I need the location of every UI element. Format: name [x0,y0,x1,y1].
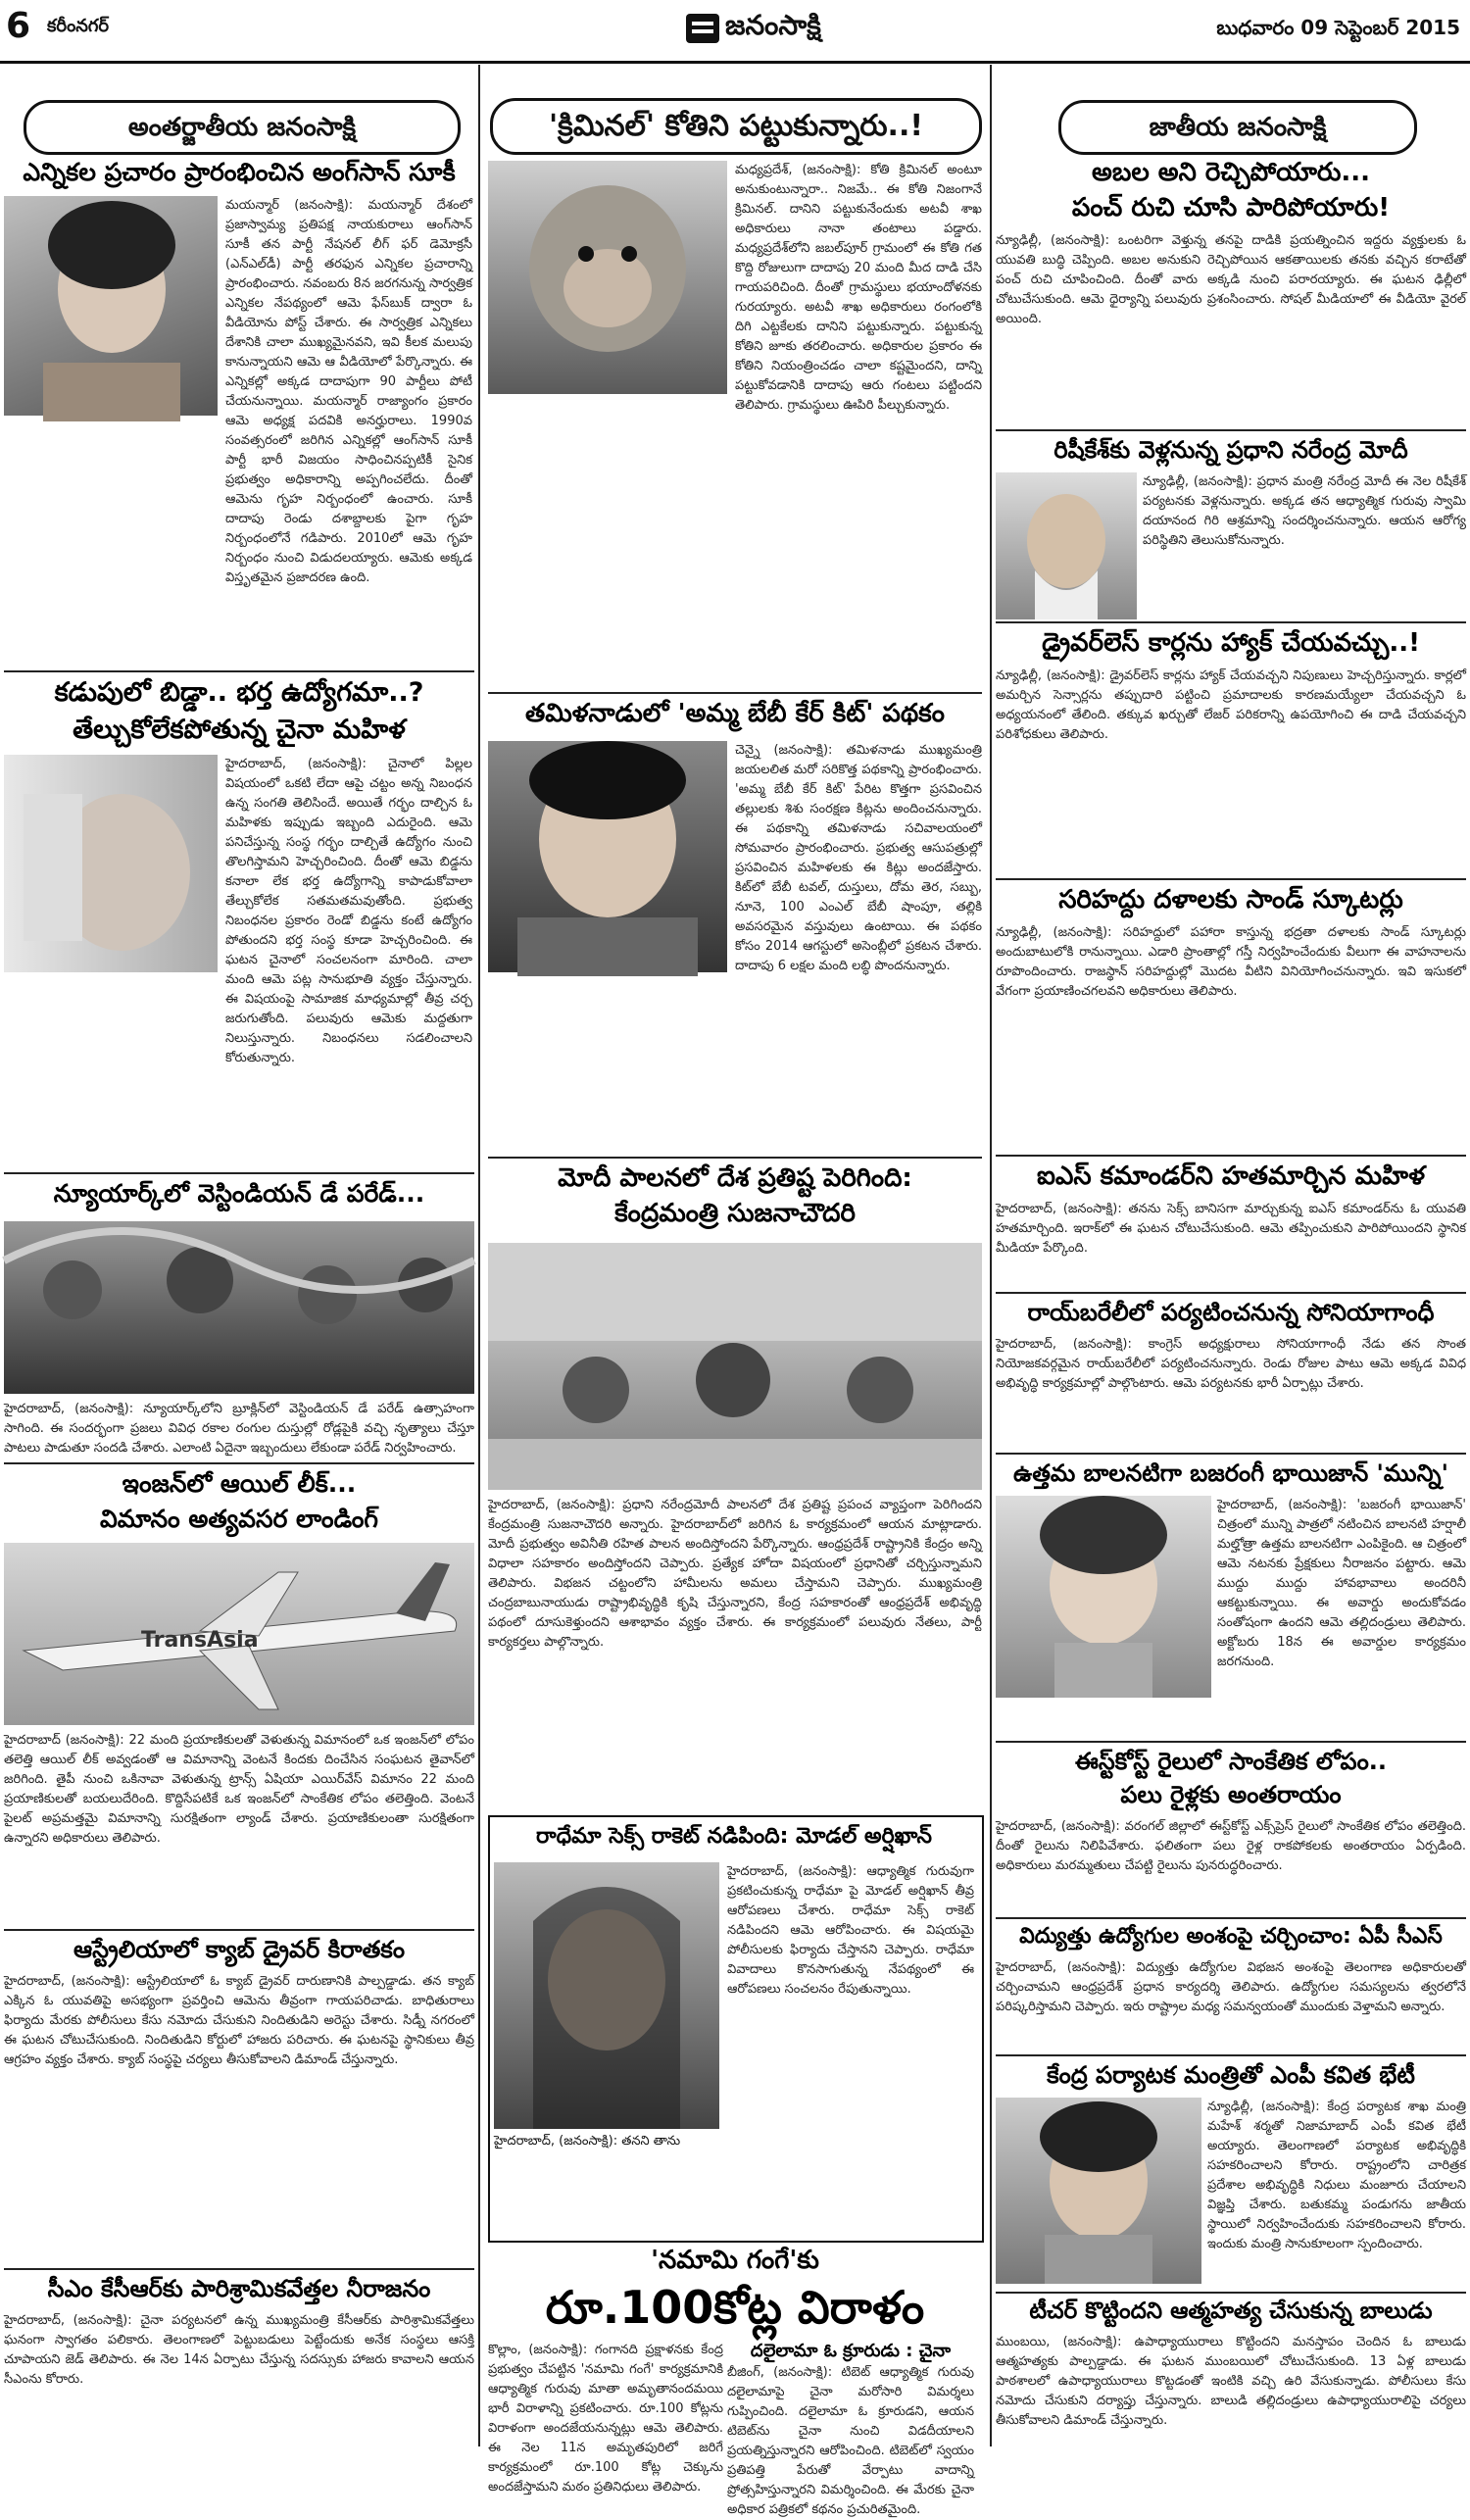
photo-parade [4,1221,474,1394]
section-international: అంతర్జాతీయ జనంసాక్షి [24,100,461,155]
article-munni: హైదరాబాద్, (జనంసాక్షి): 'బజరంగీ భాయిజాన్' చిత్రంలో మున్ని పాత్రలో నటించిన బాలనటి హర్షాలీ మల్హోత్రా ఉత్తమ బాలనటిగా ఎంపికైంది. ఆ చిత్రంలో ఆమె నటనకు ప్రేక్షకులు నీరాజనం పట్టారు. ఆమె ముద్దు ముద్దు హావభావాలు అందరినీ ఆకట్టుకున్నాయి. ఈ అవార్డు అందుకోవడం సంతోషంగా ఉందని ఆమె తల్లిదండ్రులు తెలిపారు. అక్టోబరు 18న ఈ అవార్డుల కార్యక్రమం జరగనుంది. [1217,1498,1466,1669]
headline-border: సరిహద్దు దళాలకు సాండ్ స్కూటర్లు [1058,885,1403,914]
article-ips: హైదరాబాద్, (జనంసాక్షి): తనను సెక్స్ బానిసగా మార్చుకున్న ఐఎస్ కమాండర్‌ను ఓ యువతి హతమార్చింది. ఇరాక్‌లో ఈ ఘటన చోటుచేసుకుంది. ఆమె తప్పించుకుని పారిపోయిందని స్థానిక మీడియా పేర్కొంది. [996,1202,1466,1256]
portrait-illustration [996,472,1137,619]
headline-ny-parade: న్యూయార్క్‌లో వెస్టిండియన్ డే పరేడ్... [53,1179,425,1208]
portrait-illustration [996,2098,1201,2284]
photo-sujana-chowdary [488,1243,982,1490]
article-sonia: హైదరాబాద్, (జనంసాక్షి): కాంగ్రెస్ అధ్యక్షురాలు సోనియాగాంధీ నేడు తన సొంత నియోజకవర్గమైన రాయ్‌బరేలీలో పర్యటించనున్నారు. రెండు రోజుల పాటు ఆమె అక్కడ వివిధ అభివృద్ధి కార్యక్రమాల్లో పాల్గొంటారు. ఆమె పర్యటనకు భారీ ఏర్పాట్లు చేశారు. [996,1337,1466,1391]
divider [996,429,1466,431]
divider [488,1157,982,1159]
page-number: 6 [6,6,31,46]
article-dalai: బీజింగ్, (జనంసాక్షి): టిబెట్ ఆధ్యాత్మిక గురువు దలైలామాపై చైనా మరోసారి విమర్శలు గుప్పించింది. దలైలామా ఓ క్రూరుడని, ఆయన టిబెట్‌ను చైనా నుంచి విడదీయాలని ప్రయత్నిస్తున్నారని ఆరోపించింది. టిబెట్‌లో స్వయం ప్రతిపత్తి పేరుతో వేర్పాటు వాదాన్ని ప్రోత్సహిస్తున్నారని విమర్శించింది. ఈ మేరకు చైనా అధికార పత్రికలో కథనం ప్రచురితమైంది. [727,2364,974,2517]
divider [4,1462,474,1464]
divider [4,2268,474,2270]
article-modi-rule: హైదరాబాద్, (జనంసాక్షి): ప్రధాని నరేంద్రమోదీ పాలనలో దేశ ప్రతిష్ట ప్రపంచ వ్యాప్తంగా పెరిగిందని కేంద్రమంత్రి సుజనాచౌదరి అన్నారు. హైదరాబాద్‌లో జరిగిన ఓ కార్యక్రమంలో ఆయన మాట్లాడారు. మోదీ ప్రభుత్వం అవినీతి రహిత పాలన అందిస్తోందని పేర్కొన్నారు. ఆంధ్రప్రదేశ్ రాష్ట్రానికి కేంద్రం అన్ని విధాలా సహకారం అందిస్తోందని చెప్పారు. ప్రత్యేక హోదా విషయంలో ప్రధానితో చర్చిస్తున్నామని తెలిపారు. విభజన చట్టంలోని హామీలను అమలు చేస్తామని చెప్పారు. ముఖ్యమంత్రి చంద్రబాబునాయుడు రాష్ట్రాభివృద్ధికి కృషి చేస్తున్నారని, కేంద్ర సహకారంతో ఆంధ్రప్రదేశ్ అభివృద్ధి పథంలో దూసుకెళ్తుందని ఆశాభావం వ్యక్తం చేశారు. ఈ కార్యక్రమంలో పలువురు నేతలు, పార్టీ కార్యకర్తలు పాల్గొన్నారు. [488,1498,982,1650]
photo-harshaali [996,1496,1211,1698]
masthead-bar [0,0,1470,64]
photo-radhe-maa [494,1862,719,2129]
headline-suu-kyi: ఎన్నికల ప్రచారం ప్రారంభించిన అంగ్‌సాన్ సూకీ [23,158,456,186]
article-driverless: న్యూఢిల్లీ, (జనంసాక్షి): డ్రైవర్‌లెస్ కార్లను హ్యాక్ చేయవచ్చని నిపుణులు హెచ్చరిస్తున్నారు. కార్లలో అమర్చిన సెన్సార్లను తప్పుదారి పట్టించి ప్రమాదాలకు కారణమయ్యేలా చేయవచ్చని ఓ అధ్యయనంలో తేలింది. తక్కువ ఖర్చుతో లేజర్ పరికరాన్ని ఉపయోగించి ఈ దాడి చేయవచ్చని పరిశోధకులు తెలిపారు. [996,668,1466,742]
divider [996,621,1466,623]
plane-illustration [4,1543,474,1725]
column-rule-left [478,65,480,2446]
headline-sonia: రాయ్‌బరేలీలో పర్యటించనున్న సోనియాగాంధీ [1027,1299,1435,1326]
portrait-illustration [996,1496,1211,1698]
headline-oil-1: ఇంజన్‌లో ఆయిల్ లీక్... [122,1469,357,1498]
parade-illustration [4,1221,474,1394]
photo-kavitha [996,2098,1201,2284]
headline-dalai: దలైలామా ఓ క్రూరుడు : చైనా [750,2341,952,2361]
headline-teacher: టీచర్ కొట్టిందని ఆత్మహత్య చేసుకున్న బాలుడు [1029,2298,1433,2324]
section-national: జాతీయ జనంసాక్షి [1058,100,1417,155]
headline-china-1: కడుపులో బిడ్డా.. భర్త ఉద్యోగమా..? [54,677,424,708]
headline-eastcoast-2: పలు రైళ్లకు అంతరాయం [1120,1781,1342,1808]
article-power: హైదరాబాద్, (జనంసాక్షి): విద్యుత్తు ఉద్యోగుల విభజన అంశంపై తెలంగాణ అధికారులతో చర్చించామని ఆంధ్రప్రదేశ్ ప్రధాన కార్యదర్శి తెలిపారు. ఉద్యోగుల సమస్యలను త్వరలోనే పరిష్కరిస్తామని చెప్పారు. ఇరు రాష్ట్రాల మధ్య సమన్వయంతో ముందుకు వెళ్తామని అన్నారు. [996,1960,1466,2014]
divider [4,670,474,672]
article-teacher: ముంబయి, (జనంసాక్షి): ఉపాధ్యాయురాలు కొట్టిందని మనస్తాపం చెందిన ఓ బాలుడు ఆత్మహత్యకు పాల్పడ్డాడు. ఈ ఘటన ముంబయిలో చోటుచేసుకుంది. 13 ఏళ్ల బాలుడు పాఠశాలలో ఉపాధ్యాయురాలు కొట్టడంతో ఇంటికి వచ్చి ఉరి వేసుకున్నాడు. పోలీసులు కేసు నమోదు చేసుకుని దర్యాప్తు చేస్తున్నారు. బాలుడి తల్లిదండ్రులు ఉపాధ్యాయురాలిపై చర్యలు తీసుకోవాలని డిమాండ్ చేస్తున్నారు. [996,2335,1466,2428]
article-kcr: హైదరాబాద్, (జనంసాక్షి): చైనా పర్యటనలో ఉన్న ముఖ్యమంత్రి కేసీఆర్‌కు పారిశ్రామికవేత్తలు ఘనంగా స్వాగతం పలికారు. తెలంగాణలో పెట్టుబడులు పెట్టేందుకు అనేక సంస్థలు ఆసక్తి చూపాయని జెడ్ తెలిపారు. ఈ నెల 14న ఏర్పాటు చేస్తున్న సదస్సుకు హాజరు కావాలని ఆయన సీఎంను కోరారు. [4,2313,474,2387]
article-suu-kyi: మయన్మార్ (జనంసాక్షి): మయన్మార్ దేశంలో ప్రజాస్వామ్య ప్రతిపక్ష నాయకురాలు ఆంగ్‌సాన్ సూకీ తన పార్టీ నేషనల్ లీగ్ ఫర్ డెమోక్రసీ (ఎన్‌ఎల్‌డీ) పార్టీ తరఫున ఎన్నికల ప్రచారాన్ని ప్రారంభించారు. నవంబరు 8న జరగనున్న సార్వత్రిక ఎన్నికల నేపథ్యంలో ఆమె ఫేస్‌బుక్ ద్వారా ఓ వీడియోను పోస్ట్ చేశారు. ఈ సార్వత్రిక ఎన్నికలు దేశానికి చాలా ముఖ్యమైనవని, ఇవి కీలక మలుపు కానున్నాయని ఆమె ఆ వీడియోలో పేర్కొన్నారు. ఈ ఎన్నికల్లో అక్కడ దాదాపుగా 90 పార్టీలు పోటీ చేయనున్నాయి. మయన్మార్ రాజ్యాంగం ప్రకారం ఆమె అధ్యక్ష పదవికి అనర్హురాలు. 1990వ సంవత్సరంలో జరిగిన ఎన్నికల్లో ఆంగ్‌సాన్ సూకీ పార్టీ భారీ విజయం సాధించినప్పటికీ సైనిక ప్రభుత్వం అధికారాన్ని అప్పగించలేదు. దీంతో ఆమెను గృహ నిర్బంధంలో ఉంచారు. సూకీ దాదాపు రెండు దశాబ్దాలకు పైగా గృహ నిర్బంధంలోనే గడిపారు. 2010లో ఆమె గృహ నిర్బంధం నుంచి విడుదలయ్యారు. ఆమెకు అక్కడ విస్తృతమైన ప్రజాదరణ ఉంది. [225,198,472,585]
headline-abala-2: పంచ్ రుచి చూసి పారిపోయారు! [1071,193,1391,222]
headline-munni: ఉత్తమ బాలనటిగా బజరంగీ భాయిజాన్ 'మున్ని' [1013,1459,1448,1487]
divider [996,1917,1466,1919]
article-abala: న్యూఢిల్లీ, (జనంసాక్షి): ఒంటరిగా వెళ్తున్న తనపై దాడికి ప్రయత్నించిన ఇద్దరు వ్యక్తులకు ఓ యువతి బుద్ధి చెప్పింది. అబల అనుకుని రెచ్చిపోయిన ఆకతాయిలకు తనకు వచ్చిన కరాటేతో పంచ్ రుచి చూపించింది. దీంతో వారు అక్కడి నుంచి పరారయ్యారు. ఈ ఘటన ఢిల్లీలో చోటుచేసుకుంది. ఆమె ధైర్యాన్ని పలువురు ప్రశంసించారు. సోషల్ మీడియాలో ఈ వీడియో వైరల్ అయింది. [996,233,1466,326]
headline-australia: ఆస్ట్రేలియాలో క్యాబ్ డ్రైవర్ కిరాతకం [73,1936,405,1963]
headline-oil-2: విమానం అత్యవసర లాండింగ్ [100,1505,378,1533]
article-border: న్యూఢిల్లీ, (జనంసాక్షి): సరిహద్దులో పహారా కాస్తున్న భద్రతా దళాలకు సాండ్ స్కూటర్లు అందుబాటులోకి రానున్నాయి. ఎడారి ప్రాంతాల్లో గస్తీ నిర్వహించేందుకు వీలుగా ఈ వాహనాలను రూపొందించారు. రాజస్థాన్ సరిహద్దుల్లో మొదట వీటిని వినియోగించనున్నారు. ఇవి ఇసుకలో వేగంగా ప్రయాణించగలవని అధికారులు తెలిపారు. [996,925,1466,999]
divider [996,1155,1466,1157]
divider [4,1929,474,1931]
photo-monkey [488,161,727,394]
article-radhe: హైదరాబాద్, (జనంసాక్షి): ఆధ్యాత్మిక గురువుగా ప్రకటించుకున్న రాధేమా పై మోడల్ అర్షిఖాన్ తీవ్ర ఆరోపణలు చేశారు. రాధేమా సెక్స్ రాకెట్ నడిపిందని ఆమె ఆరోపించారు. ఈ విషయమై పోలీసులకు ఫిర్యాదు చేస్తానని చెప్పారు. రాధేమా వివాదాలు కొనసాగుతున్న నేపథ్యంలో ఈ ఆరోపణలు సంచలనం రేపుతున్నాయి. [727,1864,974,1997]
headline-china-2: తేల్చుకోలేకపోతున్న చైనా మహిళ [73,715,406,745]
headline-driverless: డ్రైవర్‌లెస్ కార్లను హ్యాక్ చేయవచ్చు..! [1042,628,1420,658]
article-rishikesh: న్యూఢిల్లీ, (జనంసాక్షి): ప్రధాన మంత్రి నరేంద్ర మోదీ ఈ నెల రిషీకేశ్ పర్యటనకు వెళ్లనున్నారు. అక్కడ తన ఆధ్యాత్మిక గురువు స్వామి దయానంద గిరి ఆశ్రమాన్ని సందర్శించనున్నారు. ఆయన ఆరోగ్య పరిస్థితిని తెలుసుకోనున్నారు. [1143,474,1466,548]
plane-livery-text: TransAsia [141,1628,259,1653]
divider [996,878,1466,880]
article-dalai-wrap [727,2341,974,2517]
divider [996,1741,1466,1743]
headline-modi-rule-2: కేంద్రమంత్రి సుజనాచౌదరి [614,1199,856,1228]
divider [996,1292,1466,1294]
headline-ips: ఐఎస్ కమాండర్‌ని హతమార్చిన మహిళ [1036,1161,1426,1191]
headline-eastcoast-1: ఈస్ట్‌కోస్ట్ రైలులో సాంకేతిక లోపం.. [1074,1748,1388,1775]
pregnant-illustration [4,755,218,972]
headline-radhe: రాధేమా సెక్స్ రాకెట్ నడిపింది: మోడల్ అర్షిఖాన్ [536,1824,932,1849]
photo-suu-kyi [4,196,218,416]
article-ganga-text: కొల్లాం, (జనంసాక్షి): గంగానది ప్రక్షాళనకు కేంద్ర ప్రభుత్వం చేపట్టిన 'నమామి గంగే' కార్యక్రమానికి ఆధ్యాత్మిక గురువు మాతా అమృతానందమయి భారీ విరాళాన్ని ప్రకటించారు. రూ.100 కోట్లను విరాళంగా అందజేయనున్నట్లు ఆమె తెలిపారు. ఈ నెల 11న అమృతపురిలో జరిగే కార్యక్రమంలో రూ.100 కోట్ల చెక్కును అందజేస్తామని మఠం ప్రతినిధులు తెలిపారు. [488,2343,723,2495]
headline-kcr: సీఎం కేసీఆర్‌కు పారిశ్రామికవేత్తల నీరాజనం [47,2275,431,2302]
headline-amma: తమిళనాడులో 'అమ్మ బేబీ కేర్ కిట్' పథకం [525,699,945,728]
portrait-illustration [4,196,218,416]
headline-monkey: 'క్రిమినల్' కోతిని పట్టుకున్నారు..! [490,98,982,155]
portrait-illustration [494,1862,719,2129]
headline-modi-rule-1: మోదీ పాలనలో దేశ ప్రతిష్ట పెరిగింది: [558,1163,912,1193]
article-oil: హైదరాబాద్ (జనంసాక్షి): 22 మంది ప్రయాణికులతో వెళుతున్న విమానంలో ఒక ఇంజన్‌లో లోపం తలెత్తి ఆయిల్ లీక్ అవ్వడంతో ఆ విమానాన్ని వెంటనే కిందకు దించేసిన సంఘటన తైవాన్‌లో జరిగింది. తైపీ నుంచి ఒకినావా వెళుతున్న ట్రాన్స్ ఏషియా ఎయిర్‌వేస్ విమానం 22 మంది ప్రయాణికులతో బయలుదేరింది. కొద్దిసేపటికే ఒక ఇంజన్‌లో సాంకేతిక లోపం తలెత్తింది. వెంటనే పైలట్ అప్రమత్తమై విమానాన్ని సురక్షితంగా ల్యాండ్ చేశారు. ప్రయాణికులంతా సురక్షితంగా ఉన్నారని అధికారులు తెలిపారు. [4,1733,474,1846]
article-kavitha: న్యూఢిల్లీ, (జనంసాక్షి): కేంద్ర పర్యాటక శాఖ మంత్రి మహేశ్ శర్మతో నిజామాబాద్ ఎంపీ కవిత భేటీ అయ్యారు. తెలంగాణలో పర్యాటక అభివృద్ధికి సహకరించాలని కోరారు. రాష్ట్రంలోని చారిత్రక ప్రదేశాల అభివృద్ధికి నిధులు మంజూరు చేయాలని విజ్ఞప్తి చేశారు. బతుకమ్మ పండుగను జాతీయ స్థాయిలో నిర్వహించేందుకు సహకరించాలని కోరారు. ఇందుకు మంత్రి సానుకూలంగా స్పందించారు. [1207,2100,1466,2251]
divider [996,1453,1466,1455]
article-australia: హైదరాబాద్, (జనంసాక్షి): ఆస్ట్రేలియాలో ఓ క్యాబ్ డ్రైవర్ దారుణానికి పాల్పడ్డాడు. తన క్యాబ్ ఎక్కిన ఓ యువతిపై అసభ్యంగా ప్రవర్తించి ఆమెను తీవ్రంగా గాయపరిచాడు. బాధితురాలు ఫిర్యాదు మేరకు పోలీసులు కేసు నమోదు చేసుకుని నిందితుడిని అరెస్టు చేశారు. సిడ్నీ నగరంలో ఈ ఘటన చోటుచేసుకుంది. నిందితుడిని కోర్టులో హాజరు పరిచారు. ఈ ఘటనపై స్థానికులు తీవ్ర ఆగ్రహం వ్యక్తం చేశారు. క్యాబ్ సంస్థపై చర్యలు తీసుకోవాలని డిమాండ్ చేస్తున్నారు. [4,1974,474,2067]
photo-modi [996,472,1137,619]
article-eastcoast: హైదరాబాద్, (జనంసాక్షి): వరంగల్ జిల్లాలో ఈస్ట్‌కోస్ట్ ఎక్స్‌ప్రెస్ రైలులో సాంకేతిక లోపం తలెత్తింది. దీంతో రైలును నిలిపివేశారు. ఫలితంగా పలు రైళ్ల రాకపోకలకు అంతరాయం ఏర్పడింది. అధికారులు మరమ్మతులు చేపట్టి రైలును పునరుద్ధరించారు. [996,1819,1466,1873]
event-illustration [488,1243,982,1490]
masthead-logo-icon [686,14,719,43]
divider [996,2054,1466,2056]
portrait-illustration [488,741,727,972]
divider [4,1172,474,1174]
headline-ganga-2: రూ.100కోట్ల విరాళం [545,2281,925,2334]
masthead-logo [686,4,821,53]
article-suu-kyi-spill [4,421,218,470]
photo-jayalalitha [488,741,727,972]
headline-kavitha: కేంద్ర పర్యాటక మంత్రితో ఎంపీ కవిత భేటీ [1047,2061,1415,2089]
column-rule-right [990,65,992,2446]
article-monkey: మధ్యప్రదేశ్, (జనంసాక్షి): కోతి క్రిమినల్ అంటూ అనుకుంటున్నారా.. నిజమే.. ఈ కోతి నిజంగానే క్రిమినల్. దానిని పట్టుకునేందుకు అటవీ శాఖ అధికారులు నానా తంటాలు పడ్డారు. మధ్యప్రదేశ్‌లోని జబల్‌పూర్ గ్రామంలో ఈ కోతి గత కొద్ది రోజులుగా దాదాపు 20 మంది మీద దాడి చేసి గాయపరిచింది. దీంతో గ్రామస్థులు భయాందోళనకు గురయ్యారు. అటవీ శాఖ అధికారులు రంగంలోకి దిగి ఎట్టకేలకు దానిని పట్టుకున్నారు. పట్టుకున్న కోతిని జూకు తరలించారు. అధికారుల ప్రకారం ఈ కోతిని నియంత్రించడం చాలా కష్టమైందని, దాన్ని పట్టుకోవడానికి దాదాపు ఆరు గంటలు పట్టిందని తెలిపారు. గ్రామస్థులు ఊపిరి పీల్చుకున్నారు. [735,163,982,413]
article-china: హైదరాబాద్, (జనంసాక్షి): చైనాలో పిల్లల విషయంలో ఒకటి లేదా ఆపై చట్టం అన్న నిబంధన ఉన్న సంగతి తెలిసిందే. అయితే గర్భం దాల్చిన ఓ మహిళకు ఇప్పుడు ఇబ్బంది ఎదురైంది. ఆమె పనిచేస్తున్న సంస్థ గర్భం దాల్చితే ఉద్యోగం నుంచి తొలగిస్తామని హెచ్చరించింది. దీంతో ఆమె బిడ్డను కనాలా లేక భర్త ఉద్యోగాన్ని కాపాడుకోవాలా తేల్చుకోలేక సతమతమవుతోంది. ప్రభుత్వ నిబంధనల ప్రకారం రెండో బిడ్డను కంటే ఉద్యోగం పోతుందని భర్త సంస్థ కూడా హెచ్చరించింది. ఈ ఘటన చైనాలో సంచలనంగా మారింది. చాలా మంది ఆమె పట్ల సానుభూతి వ్యక్తం చేస్తున్నారు. ఈ విషయంపై సామాజిక మాధ్యమాల్లో తీవ్ర చర్చ జరుగుతోంది. పలువురు ఆమెకు మద్దతుగా నిలుస్తున్నారు. నిబంధనలు సడలించాలని కోరుతున్నారు. [225,757,472,1065]
divider [996,2292,1466,2294]
photo-plane [4,1543,474,1725]
headline-power: విద్యుత్తు ఉద్యోగుల అంశంపై చర్చించాం: ఏపీ సీఎస్ [1019,1924,1443,1949]
caption-radhe: హైదరాబాద్, (జనంసాక్షి): తనని తాను [494,2134,681,2149]
divider [488,692,982,694]
photo-pregnant-woman [4,755,218,972]
monkey-illustration [488,161,727,394]
masthead-title: జనంసాక్షి [725,9,821,41]
issue-date: బుధవారం 09 సెప్టెంబర్ 2015 [1216,16,1460,39]
edition-name: కరీంనగర్ [47,16,109,36]
headline-abala-1: అబల అని రెచ్చిపోయారు... [1092,158,1370,187]
headline-rishikesh: రిషీకేశ్‌కు వెళ్లనున్న ప్రధాని నరేంద్ర మోదీ [1054,436,1408,464]
article-ny-parade: హైదరాబాద్, (జనంసాక్షి): న్యూయార్క్‌లోని బ్రూక్లిన్‌లో వెస్టిండియన్ డే పరేడ్ ఉత్సాహంగా సాగింది. ఈ సందర్భంగా ప్రజలు వివిధ రకాల రంగుల దుస్తుల్లో రోడ్లపైకి వచ్చి నృత్యాలు చేస్తూ పాటలు పాడుతూ సందడి చేశారు. ఎలాంటి ఏదైనా ఇబ్బందులు లేకుండా పరేడ్ నిర్వహించారు. [4,1402,474,1456]
article-amma: చెన్నై (జనంసాక్షి): తమిళనాడు ముఖ్యమంత్రి జయలలిత మరో సరికొత్త పథకాన్ని ప్రారంభించారు. 'అమ్మ బేబీ కేర్ కిట్' పేరిట కొత్తగా ప్రసవించిన తల్లులకు శిశు సంరక్షణ కిట్లను అందించనున్నారు. ఈ పథకాన్ని తమిళనాడు సచివాలయంలో సోమవారం ప్రారంభించారు. ప్రభుత్వ ఆసుపత్రుల్లో ప్రసవించిన మహిళలకు ఈ కిట్లు అందజేస్తారు. కిట్‌లో బేబీ టవల్, దుస్తులు, దోమ తెర, సబ్బు, నూనె, 100 ఎంఎల్ బేబీ షాంపూ, తల్లికి అవసరమైన వస్తువులు ఉంటాయి. ఈ పథకం కోసం 2014 ఆగస్టులో అసెంబ్లీలో ప్రకటన చేశారు. దాదాపు 6 లక్షల మంది లబ్ధి పొందనున్నారు. [735,743,982,973]
headline-ganga-1: 'నమామి గంగే'కు [651,2246,819,2275]
